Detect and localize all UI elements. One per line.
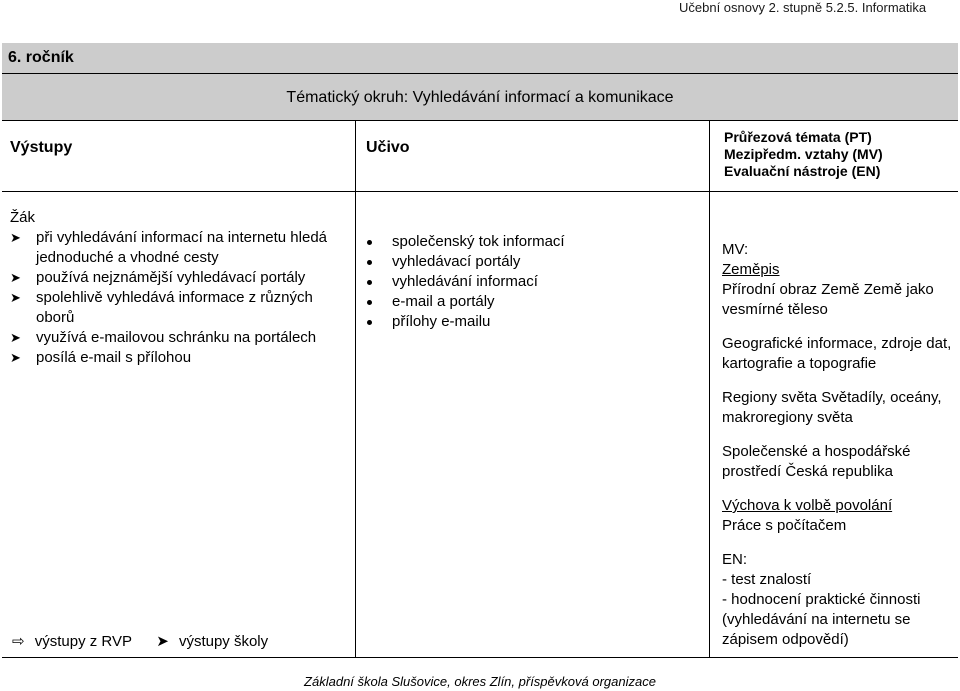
page-header: Učební osnovy 2. stupně 5.2.5. Informatika [679,0,927,15]
column-header-cross [709,120,958,192]
page-footer: Základní škola Slušovice, okres Zlín, příspěvková organizace [304,674,656,689]
outputs-column [10,208,355,368]
outputs-list [10,228,355,368]
cross-column [722,240,958,650]
legend-rvp: výstupy z RVP [34,633,133,650]
legend [12,632,274,650]
geo-text: Geografické informace, zdroje dat, kartografie a topografie [722,335,952,372]
column-divider [709,192,710,658]
list-item: vyhledávání informací [364,272,704,292]
list-item: vyhledávací portály [364,252,704,272]
hollow-arrow-icon: ⇨ [12,633,25,650]
cross-header-line: Evaluační nástroje (EN) [724,163,881,179]
mv-label: MV: [722,241,749,258]
content-list [364,232,704,332]
list-item: ➤ využívá e-mailovou schránku na portálech [10,328,355,348]
list-item: přílohy e-mailu [364,312,704,332]
career-heading: Výchova k volbě povolání [722,497,893,514]
list-item: e-mail a portály [364,292,704,312]
pc-text: Práce s počítačem [722,517,847,534]
list-item: ➤ spolehlivě vyhledává informace z různých oborů [10,288,355,328]
en-label: EN: [722,551,748,568]
list-item: ➤ posílá e-mail s přílohou [10,348,355,368]
cross-header-line: Mezipředm. vztahy (MV) [724,146,883,162]
list-item: ➤ používá nejznámější vyhledávací portály [10,268,355,288]
regions-text: Regiony světa Světadíly, oceány, makroregiony světa [722,389,942,426]
society-text: Společenské a hospodářské prostředí Česká republika [722,443,911,480]
grade-heading: 6. ročník [2,43,958,73]
outputs-intro: Žák [10,209,36,226]
en-item: - test znalostí [722,571,812,588]
topic-title: Tématický okruh: Vyhledávání informací a komunikace [2,73,958,120]
zemepis-text: Přírodní obraz Země Země jako vesmírné těleso [722,281,934,318]
column-header-content: Učivo [355,120,709,192]
en-item: - hodnocení praktické činnosti (vyhledávání na internetu se zápisem odpovědí) [722,591,921,648]
cross-header-line: Průřezová témata (PT) [724,129,872,145]
arrow-icon: ➤ [156,633,169,650]
column-divider [355,192,356,658]
column-header-outputs: Výstupy [2,120,355,192]
list-item: společenský tok informací [364,232,704,252]
zemepis-heading: Zeměpis [722,261,780,278]
legend-school: výstupy školy [178,633,269,650]
content-column [364,232,704,332]
list-item: ➤ při vyhledávání informací na internetu hledá jednoduché a vhodné cesty [10,228,355,268]
